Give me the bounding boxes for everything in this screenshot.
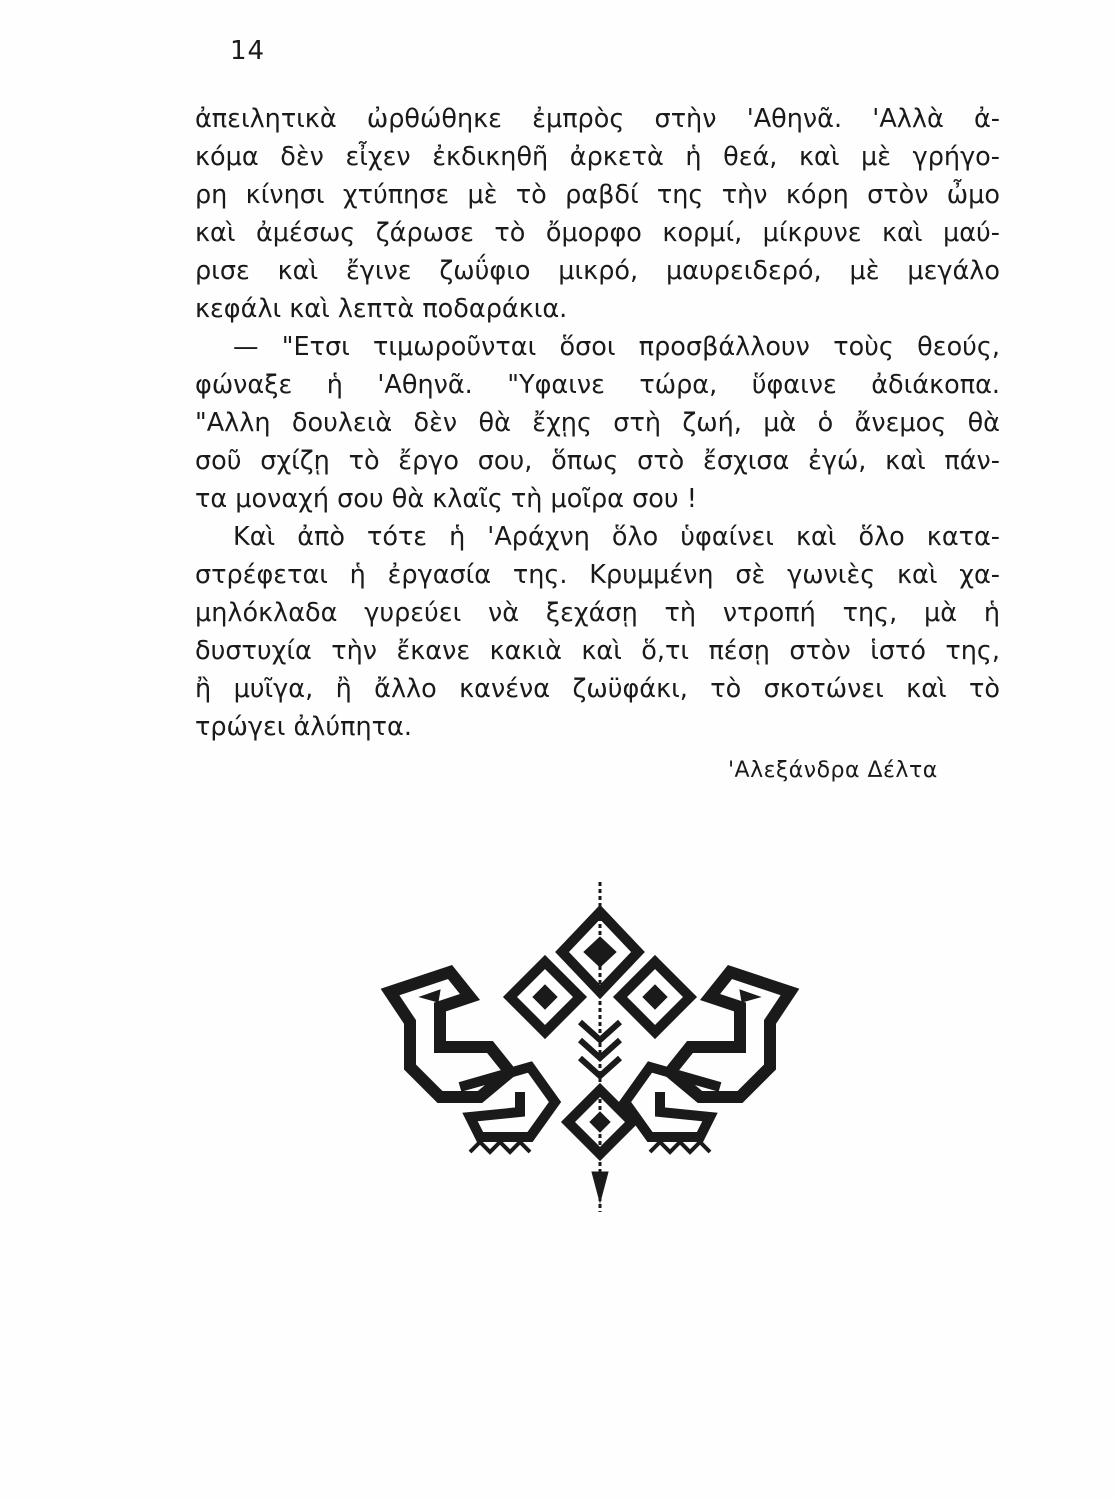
paragraph: [195, 518, 1000, 746]
text-line: μηλόκλαδα γυρεύει νὰ ξεχάσῃ τὴ ντροπή της, μὰ ἡ: [195, 598, 1000, 628]
folk-embroidery-ornament-icon: [380, 872, 800, 1232]
text-line: δυστυχία τὴν ἔκανε κακιὰ καὶ ὅ,τι πέσῃ στὸν ἱστό της,: [195, 636, 1000, 666]
text-line: τρώγει ἀλύπητα.: [195, 712, 412, 742]
text-line: κεφάλι καὶ λεπτὰ ποδαράκια.: [195, 294, 568, 324]
text-line: καὶ ἀμέσως ζάρωσε τὸ ὄμορφο κορμί, μίκρυνε καὶ μαύ-: [195, 218, 1000, 248]
text-line: σοῦ σχίζῃ τὸ ἔργο σου, ὅπως στὸ ἔσχισα ἐγώ, καὶ πάν-: [195, 446, 1000, 476]
author-signature: 'Αλεξάνδρα Δέλτα: [728, 758, 938, 783]
text-line: ρισε καὶ ἔγινε ζωΰφιο μικρό, μαυρειδερό, μὲ μεγάλο: [195, 256, 1000, 286]
text-line: τα μοναχή σου θὰ κλαῖς τὴ μοῖρα σου !: [195, 484, 697, 514]
text-line: ἀπειλητικὰ ὠρθώθηκε ἐμπρὸς στὴν 'Αθηνᾶ. 'Αλλὰ ἀ-: [195, 104, 1000, 134]
text-line: — "Ετσι τιμωροῦνται ὅσοι προσβάλλουν τοὺς θεούς,: [233, 332, 1000, 362]
text-line: στρέφεται ἡ ἐργασία της. Κρυμμένη σὲ γωνιὲς καὶ χα-: [195, 560, 1000, 590]
text-line: ἢ μυῖγα, ἢ ἄλλο κανένα ζωϋφάκι, τὸ σκοτώνει καὶ τὸ: [195, 674, 1000, 704]
text-line: "Αλλη δουλειὰ δὲν θὰ ἔχῃς στὴ ζωή, μὰ ὁ ἄνεμος θὰ: [195, 408, 1000, 438]
paragraph: [195, 100, 1000, 328]
body-text: [195, 100, 1000, 746]
text-line: κόμα δὲν εἶχεν ἐκδικηθῆ ἀρκετὰ ἡ θεά, καὶ μὲ γρήγο-: [195, 142, 1000, 172]
text-line: φώναξε ἡ 'Αθηνᾶ. "Υφαινε τώρα, ὕφαινε ἀδιάκοπα.: [195, 370, 1000, 400]
page-number: 14: [230, 36, 266, 66]
text-line: ρη κίνησι χτύπησε μὲ τὸ ραβδί της τὴν κόρη στὸν ὦμο: [195, 180, 1000, 210]
text-line: Καὶ ἀπὸ τότε ἡ 'Αράχνη ὅλο ὑφαίνει καὶ ὅλο κατα-: [233, 522, 1000, 552]
paragraph: [195, 328, 1000, 518]
